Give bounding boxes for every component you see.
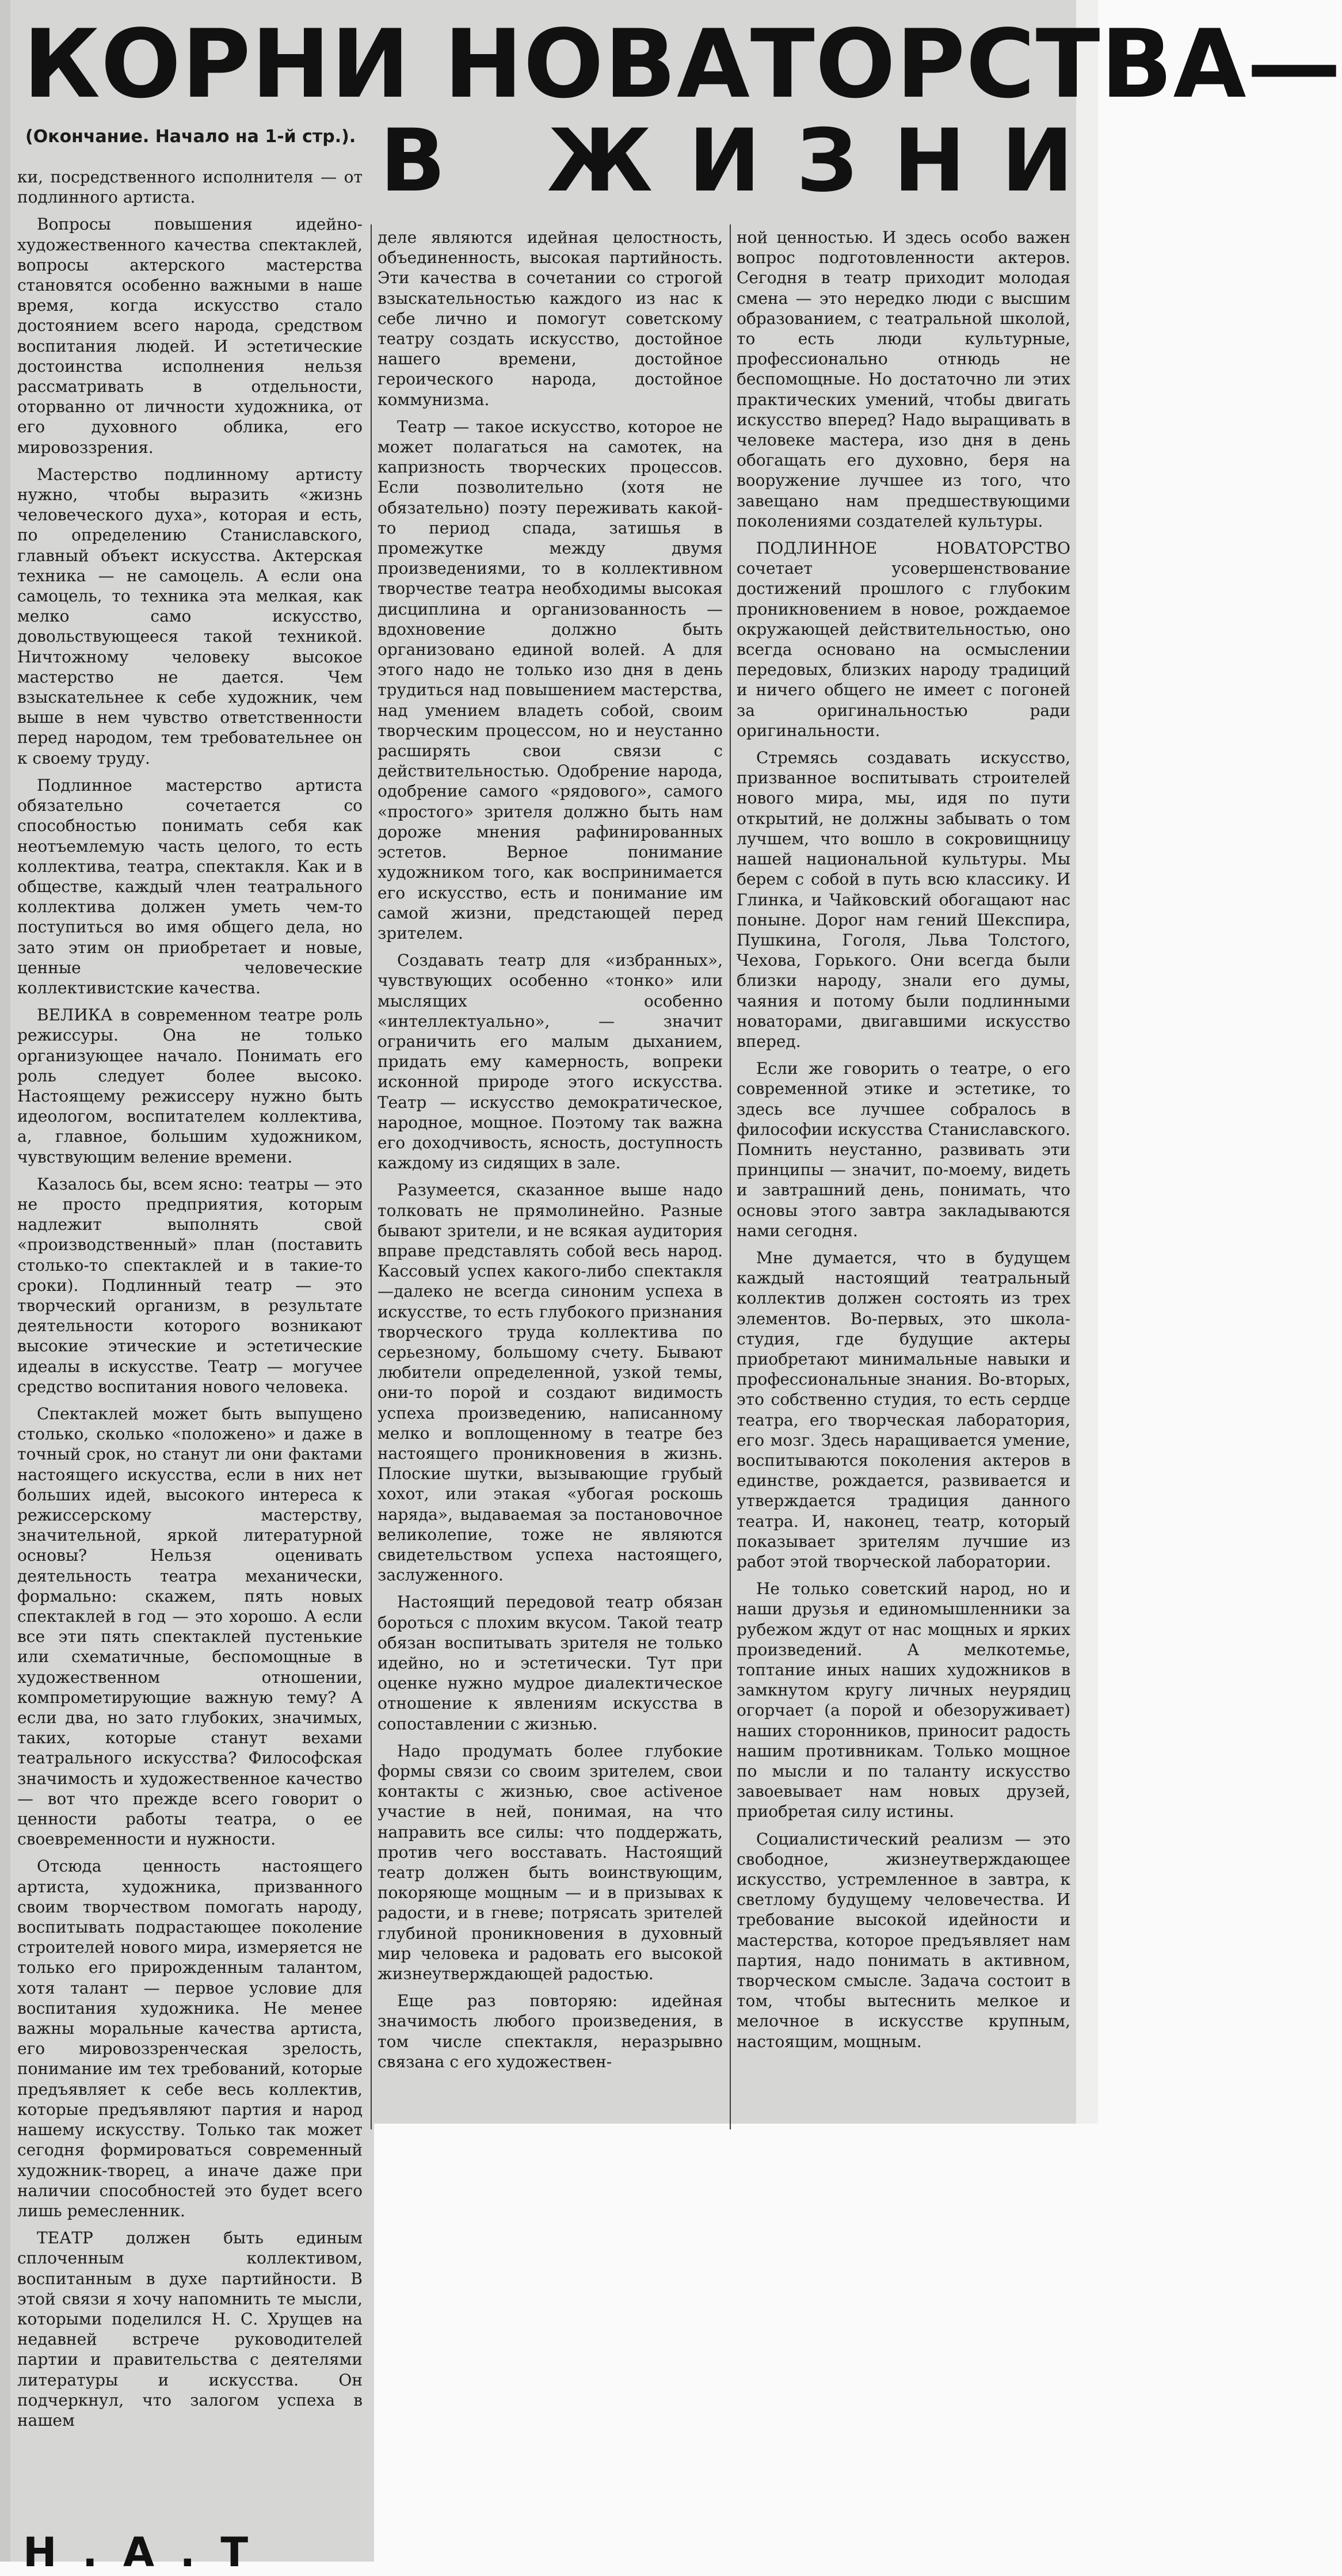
paragraph: Вопросы повышения идейно-художественного качества спектаклей, вопросы актерского мастерства становятся особенно важными в наше время, когда искусство стало достоянием всего народа, средством воспитания людей. И эстетические достоинства исполнения нельзя рассматривать в отдельности, оторванно от личности художника, от его духовного облика, его мировоззрения.: [17, 215, 363, 457]
cut-off-heading: Н . А . Т: [23, 2529, 254, 2576]
column-divider: [371, 224, 372, 2129]
clipping-left-margin: [0, 0, 10, 2562]
column-3: [737, 227, 1070, 2115]
column-divider: [730, 224, 731, 2129]
paragraph: Социалистический реализм — это свободное, жизнеутверждающее искусство, устремленное в завтра, к светлому будущему человечества. И требование высокой идейности и мастерства, которое предъявляет нам партия, надо понимать в активном, творческом смысле. Задача состоит в том, чтобы вытеснить мелкое и мелочное в искусстве крупным, настоящим, мощным.: [737, 1829, 1070, 2051]
paragraph: Разумеется, сказанное выше надо толковать не прямолинейно. Разные бывают зрители, и не всякая аудитория вправе представлять собой весь народ. Кассовый успех какого-либо спектакля—далеко не всегда синоним успеха в искусстве, то есть глубокого признания творческого труда коллектива по серьезному, большому счету. Бывают любители определенной, узкой темы, они-то порой и создают видимость успеха произведению, написанному мелко и воплощенному в театре без настоящего проникновения в жизнь. Плоские шутки, вызывающие грубый хохот, или этакая «убогая роскошь наряда», выдаваемая за постановочное великолепие, тоже не являются свидетельством успеха настоящего, заслуженного.: [378, 1180, 723, 1585]
headline: КОРНИ НОВАТОРСТВА—: [23, 9, 1342, 119]
column-1: [17, 167, 363, 2527]
paragraph: ТЕАТР должен быть единым сплоченным коллективом, воспитанным в духе партийности. В этой связи я хочу напомнить те мысли, которыми поделился Н. С. Хрущев на недавней встрече руководителей партии и правительства с деятелями литературы и искусства. Он подчеркнул, что залогом успеха в нашем: [17, 2228, 363, 2430]
paragraph: Еще раз повторяю: идейная значимость любого произведения, в том числе спектакля, неразрывно связана с его художествен-: [378, 1991, 723, 2071]
paragraph: ки, посредственного исполнителя — от подлинного артиста.: [17, 167, 363, 207]
paragraph: ной ценностью. И здесь особо важен вопрос подготовленности актеров. Сегодня в театр приходит молодая смена — это нередко люди с высшим образованием, с театральной школой, то есть люди культурные, профессионально отнюдь не беспомощные. Но достаточно ли этих практических умений, чтобы двигать искусство вперед? Надо выращивать в человеке мастера, изо дня в день обогащать его духовно, беря на вооружение лучшее из того, что завещано нам предшествующими поколениями создателей культуры.: [737, 228, 1070, 531]
paragraph: деле являются идейная целостность, объединенность, высокая партийность. Эти качества в сочетании со строгой взыскательностью каждого из нас к себе лично и помогут советскому театру создать искусство, достойное нашего времени, достойное героического народа, достойное коммунизма.: [378, 228, 723, 409]
clipping-right-margin: [1076, 0, 1098, 2124]
headline-second-line: В ЖИЗНИ: [380, 111, 1110, 211]
paragraph: Надо продумать более глубокие формы связи со своим зрителем, свои контакты с жизнью, свое activeное участие в ней, понимая, на что направить все силы: что поддержать, против чего восставать. Настоящий театр должен быть воинствующим, покоряюще мощным — и в призывах к радости, и в гневе; потрясать зрителей глубиной проникновения в духовный мир человека и радовать его высокой жизнеутверждающей радостью.: [378, 1741, 723, 1984]
paragraph: Создавать театр для «избранных», чувствующих особенно «тонко» или мыслящих особенно «интеллектуально», — значит ограничить его малым дыханием, придать ему камерность, вопреки исконной природе этого искусства. Театр — искусство демократическое, народное, мощное. Поэтому так важна его доходчивость, ясность, доступность каждому из сидящих в зале.: [378, 951, 723, 1173]
paragraph: Театр — такое искусство, которое не может полагаться на самотек, на капризность творческих процессов. Если позволительно (хотя не обязательно) поэту переживать какой-то период спада, затишья в промежутке между двумя произведениями, то в коллективном творчестве театра необходимы высокая дисциплина и организованность — вдохновение должно быть организовано единой волей. А для этого надо не только изо дня в день трудиться над повышением мастерства, над умением владеть собой, своим творческим процессом, но и неустанно расширять свои связи с действительностью. Одобрение народа, одобрение самого «рядового», самого «простого» зрителя должно быть нам дороже мнения рафинированных эстетов. Верное понимание художником того, как воспринимается его искусство, есть и понимание им самой жизни, предстающей перед зрителем.: [378, 417, 723, 943]
continuation-note: (Окончание. Начало на 1-й стр.).: [25, 127, 356, 147]
paragraph: Казалось бы, всем ясно: театры — это не просто предприятия, которым надлежит выполнять свой «производственный» план (поставить столько-то спектаклей и в такие-то сроки). Подлинный театр — это творческий организм, в результате деятельности которого возникают высокие этические и эстетические идеалы в искусстве. Театр — могучее средство воспитания нового человека.: [17, 1174, 363, 1396]
paragraph: Настоящий передовой театр обязан бороться с плохим вкусом. Такой театр обязан воспитывать зрителя не только идейно, но и эстетически. Тут при оценке нужно мудрое диалектическое отношение к явлениям искусства в сопоставлении с жизнью.: [378, 1592, 723, 1733]
paragraph: Мастерство подлинному артисту нужно, чтобы выразить «жизнь человеческого духа», которая и есть, по определению Станиславского, главный объект искусства. Актерская техника — не самоцель. А если она самоцель, то техника эта мелкая, как мелко само искусство, довольствующееся такой техникой. Ничтожному человеку высокое мастерство не дается. Чем взыскательнее к себе художник, чем выше в нем чувство ответственности перед народом, тем требовательнее он к своему труду.: [17, 464, 363, 768]
paragraph: Спектаклей может быть выпущено столько, сколько «положено» и даже в точный срок, но станут ли они фактами настоящего искусства, если в них нет больших идей, высокого интереса к режиссерскому мастерству, значительной, яркой литературной основы? Нельзя оценивать деятельность театра механически, формально: скажем, пять новых спектаклей в год — это хорошо. А если все эти пять спектаклей пустенькие или схематичные, беспомощные в художественном отношении, компрометирующие важную тему? А если два, но зато глубоких, значимых, таких, которые станут вехами театрального искусства? Философская значимость и художественное качество — вот что прежде всего говорит о ценности работы театра, о ее своевременности и нужности.: [17, 1404, 363, 1849]
paragraph: Подлинное мастерство артиста обязательно сочетается со способностью понимать себя как неотъемлемую часть целого, то есть коллектива, театра, спектакля. Как и в обществе, каждый член театрального коллектива должен уметь чем-то поступиться во имя общего дела, но зато этим он приобретает и новые, ценные человеческие коллективистские качества.: [17, 775, 363, 997]
paragraph: Стремясь создавать искусство, призванное воспитывать строителей нового мира, мы, идя по пути открытий, не должны забывать о том лучшем, что вошло в сокровищницу нашей национальной культуры. Мы берем с собой в путь всю классику. И Глинка, и Чайковский обогащают нас поныне. Дорог нам гений Шекспира, Пушкина, Гоголя, Льва Толстого, Чехова, Горького. Они всегда были близки народу, знали его думы, чаяния и потому были подлинными новаторами, двигавшими искусство вперед.: [737, 748, 1070, 1051]
paragraph: Не только советский народ, но и наши друзья и единомышленники за рубежом ждут от нас мощных и ярких произведений. А мелкотемье, топтание иных наших художников в замкнутом кругу личных неурядиц огорчает (а порой и обезоруживает) наших сторонников, приносит радость нашим противникам. Только мощное по мысли и по таланту искусство завоевывает нам новых друзей, приобретая силу истины.: [737, 1579, 1070, 1822]
paragraph: Мне думается, что в будущем каждый настоящий театральный коллектив должен состоять из трех элементов. Во-первых, это школа-студия, где будущие актеры приобретают минимальные навыки и профессиональные знания. Во-вторых, это собственно студия, то есть сердце театра, его творческая лаборатория, его мозг. Здесь наращивается умение, воспитываются поколения актеров в единстве, рождается, развивается и утверждается традиция данного театра. И, наконец, театр, который показывает зрителям лучшие из работ этой творческой лаборатории.: [737, 1248, 1070, 1571]
paragraph: ВЕЛИКА в современном театре роль режиссуры. Она не только организующее начало. Понимать его роль следует более высоко. Настоящему режиссеру нужно быть идеологом, воспитателем коллектива, а, главное, большим художником, чувствующим веление времени.: [17, 1005, 363, 1167]
paragraph: ПОДЛИННОЕ НОВАТОРСТВО сочетает усовершенствование достижений прошлого с глубоким проникновением в новое, рождаемое окружающей действительностью, оно всегда основано на осмыслении передовых, близких народу традиций и ничего общего не имеет с погоней за оригинальностью ради оригинальности.: [737, 539, 1070, 740]
paragraph: Отсюда ценность настоящего артиста, художника, призванного своим творчеством помогать народу, воспитывать подрастающее поколение строителей нового мира, измеряется не только его прирожденным талантом, хотя талант — первое условие для воспитания художника. Не менее важны моральные качества артиста, его мировоззренческая зрелость, понимание им тех требований, которые предъявляет к себе весь коллектив, которые предъявляют партия и народ нашему искусству. Только так может сегодня формироваться современный художник-творец, а иначе даже при наличии способностей это будет всего лишь ремесленник.: [17, 1857, 363, 2220]
column-2: [378, 227, 723, 2115]
blank-background: [374, 2124, 1098, 2562]
paragraph: Если же говорить о театре, о его современной этике и эстетике, то здесь все лучшее собралось в философии искусства Станиславского. Помнить неустанно, развивать эти принципы — значит, по-моему, видеть и завтрашний день, понимать, что основы этого завтра закладываются нами сегодня.: [737, 1059, 1070, 1240]
